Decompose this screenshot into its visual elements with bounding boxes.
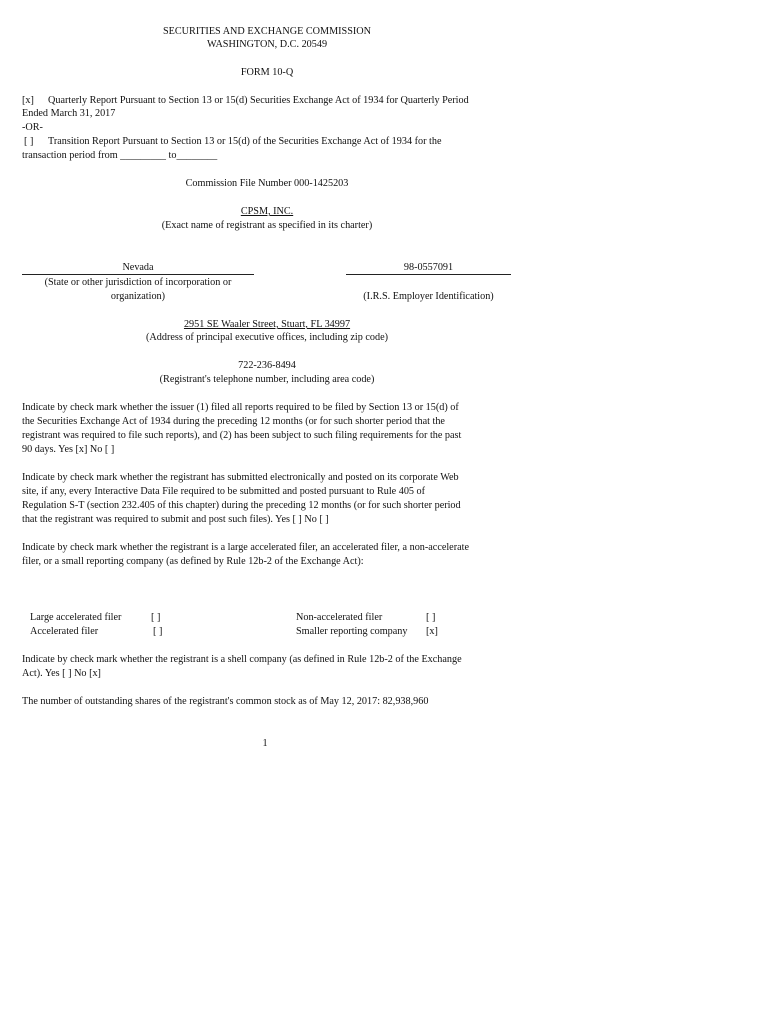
- state-caption-line2: organization): [110, 291, 166, 302]
- form-title: FORM 10-Q: [240, 67, 294, 78]
- filer-question-line1: Indicate by check mark whether the registrant is a large accelerated filer, an accelerated filer, a non-accelerate: [22, 542, 469, 553]
- ein-caption: (I.R.S. Employer Identification): [363, 291, 494, 302]
- address-caption: (Address of principal executive offices, including zip code): [146, 332, 388, 343]
- quarterly-report-text-line2: Ended March 31, 2017: [22, 108, 116, 119]
- filer-question-line2: filer, or a small reporting company (as defined by Rule 12b-2 of the Exchange Act):: [22, 556, 364, 567]
- agency-location: WASHINGTON, D.C. 20549: [206, 39, 328, 50]
- address: 2951 SE Waaler Street, Stuart, FL 34997: [183, 319, 351, 330]
- interactive-question-line1: Indicate by check mark whether the registrant has submitted electronically and posted on its corporate Web: [22, 472, 459, 483]
- shell-question-line1: Indicate by check mark whether the registrant is a shell company (as defined in Rule 12b-2 of the Exchange: [22, 654, 462, 665]
- interactive-question-line3: Regulation S-T (section 232.405 of this chapter) during the preceding 12 months (or for such shorter period: [22, 500, 461, 511]
- quarterly-checkbox: [x]: [22, 95, 34, 106]
- interactive-question-line4: that the registrant was required to submit and post such files). Yes [ ] No [ ]: [22, 514, 329, 525]
- registrant-name: CPSM, INC.: [240, 206, 294, 217]
- filing-question-line2: the Securities Exchange Act of 1934 during the preceding 12 months (or for such shorter period that the: [22, 416, 445, 427]
- state-caption-line1: (State or other jurisdiction of incorporation or: [44, 277, 232, 288]
- large-accelerated-filer-checkbox: [ ]: [151, 612, 161, 623]
- commission-file-number: Commission File Number 000-1425203: [185, 178, 349, 189]
- page-number: 1: [262, 738, 268, 749]
- state-of-incorporation: Nevada: [122, 262, 154, 273]
- transition-report-text-line1: Transition Report Pursuant to Section 13 or 15(d) of the Securities Exchange Act of 1934 for the: [48, 136, 442, 147]
- ein-underline: [346, 274, 511, 275]
- or-separator: -OR-: [22, 122, 43, 133]
- ein-number: 98-0557091: [403, 262, 454, 273]
- accelerated-filer-checkbox: [ ]: [153, 626, 163, 637]
- non-accelerated-filer-label: Non-accelerated filer: [296, 612, 383, 623]
- smaller-reporting-company-checkbox: [x]: [426, 626, 438, 637]
- accelerated-filer-label: Accelerated filer: [30, 626, 99, 637]
- phone-caption: (Registrant's telephone number, including area code): [159, 374, 375, 385]
- transition-report-text-line2: transaction period from _________ to________: [22, 150, 218, 161]
- large-accelerated-filer-label: Large accelerated filer: [30, 612, 122, 623]
- shell-question-line2: Act). Yes [ ] No [x]: [22, 668, 101, 679]
- non-accelerated-filer-checkbox: [ ]: [426, 612, 436, 623]
- filing-question-line1: Indicate by check mark whether the issuer (1) filed all reports required to be filed by Section 13 or 15(d) of: [22, 402, 459, 413]
- interactive-question-line2: site, if any, every Interactive Data File required to be submitted and posted pursuant to Rule 405 of: [22, 486, 426, 497]
- state-underline: [22, 274, 254, 275]
- quarterly-report-text-line1: Quarterly Report Pursuant to Section 13 or 15(d) Securities Exchange Act of 1934 for Quarterly Period: [48, 95, 469, 106]
- transition-checkbox: [ ]: [24, 136, 34, 147]
- phone-number: 722-236-8494: [238, 360, 296, 371]
- filing-question-line3: registrant was required to file such reports), and (2) has been subject to such filing requirements for the past: [22, 430, 462, 441]
- agency-name: SECURITIES AND EXCHANGE COMMISSION: [162, 26, 371, 37]
- registrant-name-caption: (Exact name of registrant as specified in its charter): [161, 220, 373, 231]
- outstanding-shares: The number of outstanding shares of the registrant's common stock as of May 12, 2017: 82,938,960: [22, 696, 429, 707]
- filing-question-line4: 90 days. Yes [x] No [ ]: [22, 444, 115, 455]
- smaller-reporting-company-label: Smaller reporting company: [296, 626, 408, 637]
